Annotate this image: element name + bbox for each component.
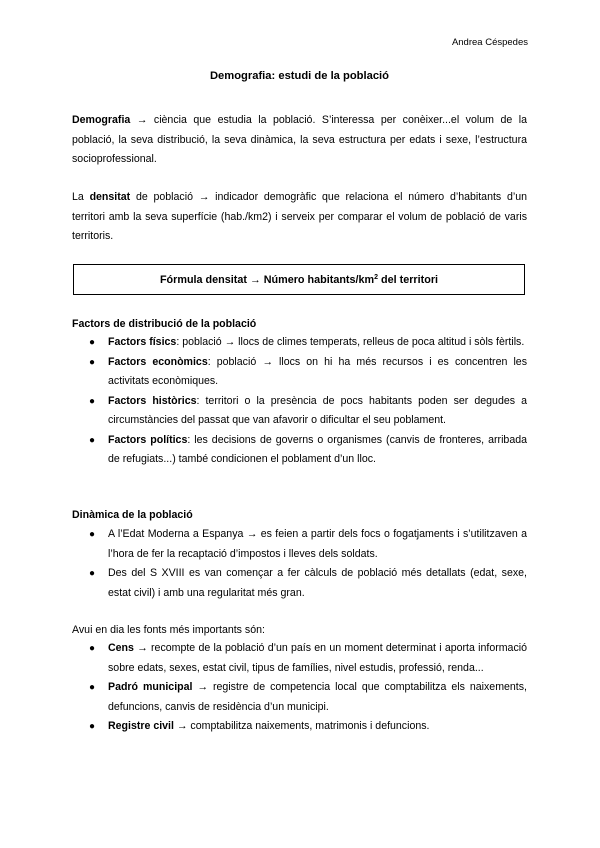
bullet-icon: ● — [89, 529, 96, 540]
list-item: ● Factors històrics: territori o la presència de pocs habitants poden ser degudes a circumstàncies del passat que van afavorir o dificultar el seu poblament. — [72, 392, 527, 431]
author-name: Andrea Céspedes — [451, 37, 528, 48]
dynamics-list — [72, 525, 527, 603]
density-text: de població → indicador demogràfic que relaciona el número d’habitants d’un territori amb la seva superfície (hab./km2) i serveix per comparar el volum de població de varis territoris. — [72, 191, 527, 242]
bullet-icon: ● — [89, 682, 96, 693]
list-item: ● Factors polítics: les decisions de governs o organismes (canvis de fronteres, arribada de refugiats...) també condicionen el poblament d’un lloc. — [72, 431, 527, 470]
formula-text: Fórmula densitat → Número habitants/$km^2$ del territori — [159, 273, 439, 286]
bullet-icon: ● — [89, 356, 96, 368]
bullet-icon: ● — [89, 395, 96, 407]
distribution-list — [72, 333, 527, 470]
density-term: densitat — [89, 191, 131, 203]
list-item: ● Cens → recompte de la població d’un país en un moment determinat i aporta informació sobre edats, sexes, estat civil, tipus de famílies, nivel estudis, professió, renda... — [72, 639, 527, 678]
list-item: ● Factors econòmics: població → llocs on hi ha més recursos i es concentren les activitats econòmiques. — [72, 353, 527, 392]
dynamics-heading: Dinàmica de la població — [72, 509, 193, 521]
sources-intro: Avui en dia les fonts més importants són: — [72, 624, 265, 636]
density-prefix: La — [72, 191, 90, 203]
list-item: ● A l’Edat Moderna a Espanya → es feien a partir dels focs o fogatjaments i s’utilitzaven a l’hora de fer la recaptació d’impostos i lleves dels soldats. — [72, 525, 527, 564]
bullet-icon: ● — [89, 721, 96, 732]
list-item: ● Padró municipal → registre de competencia local que comptabilitza els naixements, defuncions, canvis de residència d’un municipi. — [72, 678, 527, 717]
list-item: ● Registre civil → comptabilitza naixements, matrimonis i defuncions. — [72, 717, 527, 737]
formula-box — [73, 264, 525, 295]
bullet-icon: ● — [89, 643, 96, 654]
list-item: ● Factors físics: població → llocs de climes temperats, relleus de poca altitud i sòls fèrtils. — [72, 333, 527, 353]
page-title: Demografia: estudi de la població — [209, 70, 390, 82]
intro-term: Demografia — [72, 114, 131, 126]
sources-list — [72, 639, 527, 737]
bullet-icon: ● — [89, 434, 96, 446]
intro-text: → ciència que estudia la població. S’interessa per conèixer...el volum de la població, la seva distribució, la seva dinàmica, la seva estructura per edats i sexe, l’estructura socioprofessional. — [72, 114, 527, 165]
density-paragraph — [72, 188, 527, 247]
bullet-icon: ● — [89, 568, 96, 579]
bullet-icon: ● — [89, 337, 96, 348]
list-item: ● Des del S XVIII es van començar a fer càlculs de població més detallats (edat, sexe, estat civil) i amb una regularitat més gran. — [72, 564, 527, 603]
intro-paragraph — [72, 111, 527, 170]
distribution-heading: Factors de distribució de la població — [72, 318, 257, 330]
